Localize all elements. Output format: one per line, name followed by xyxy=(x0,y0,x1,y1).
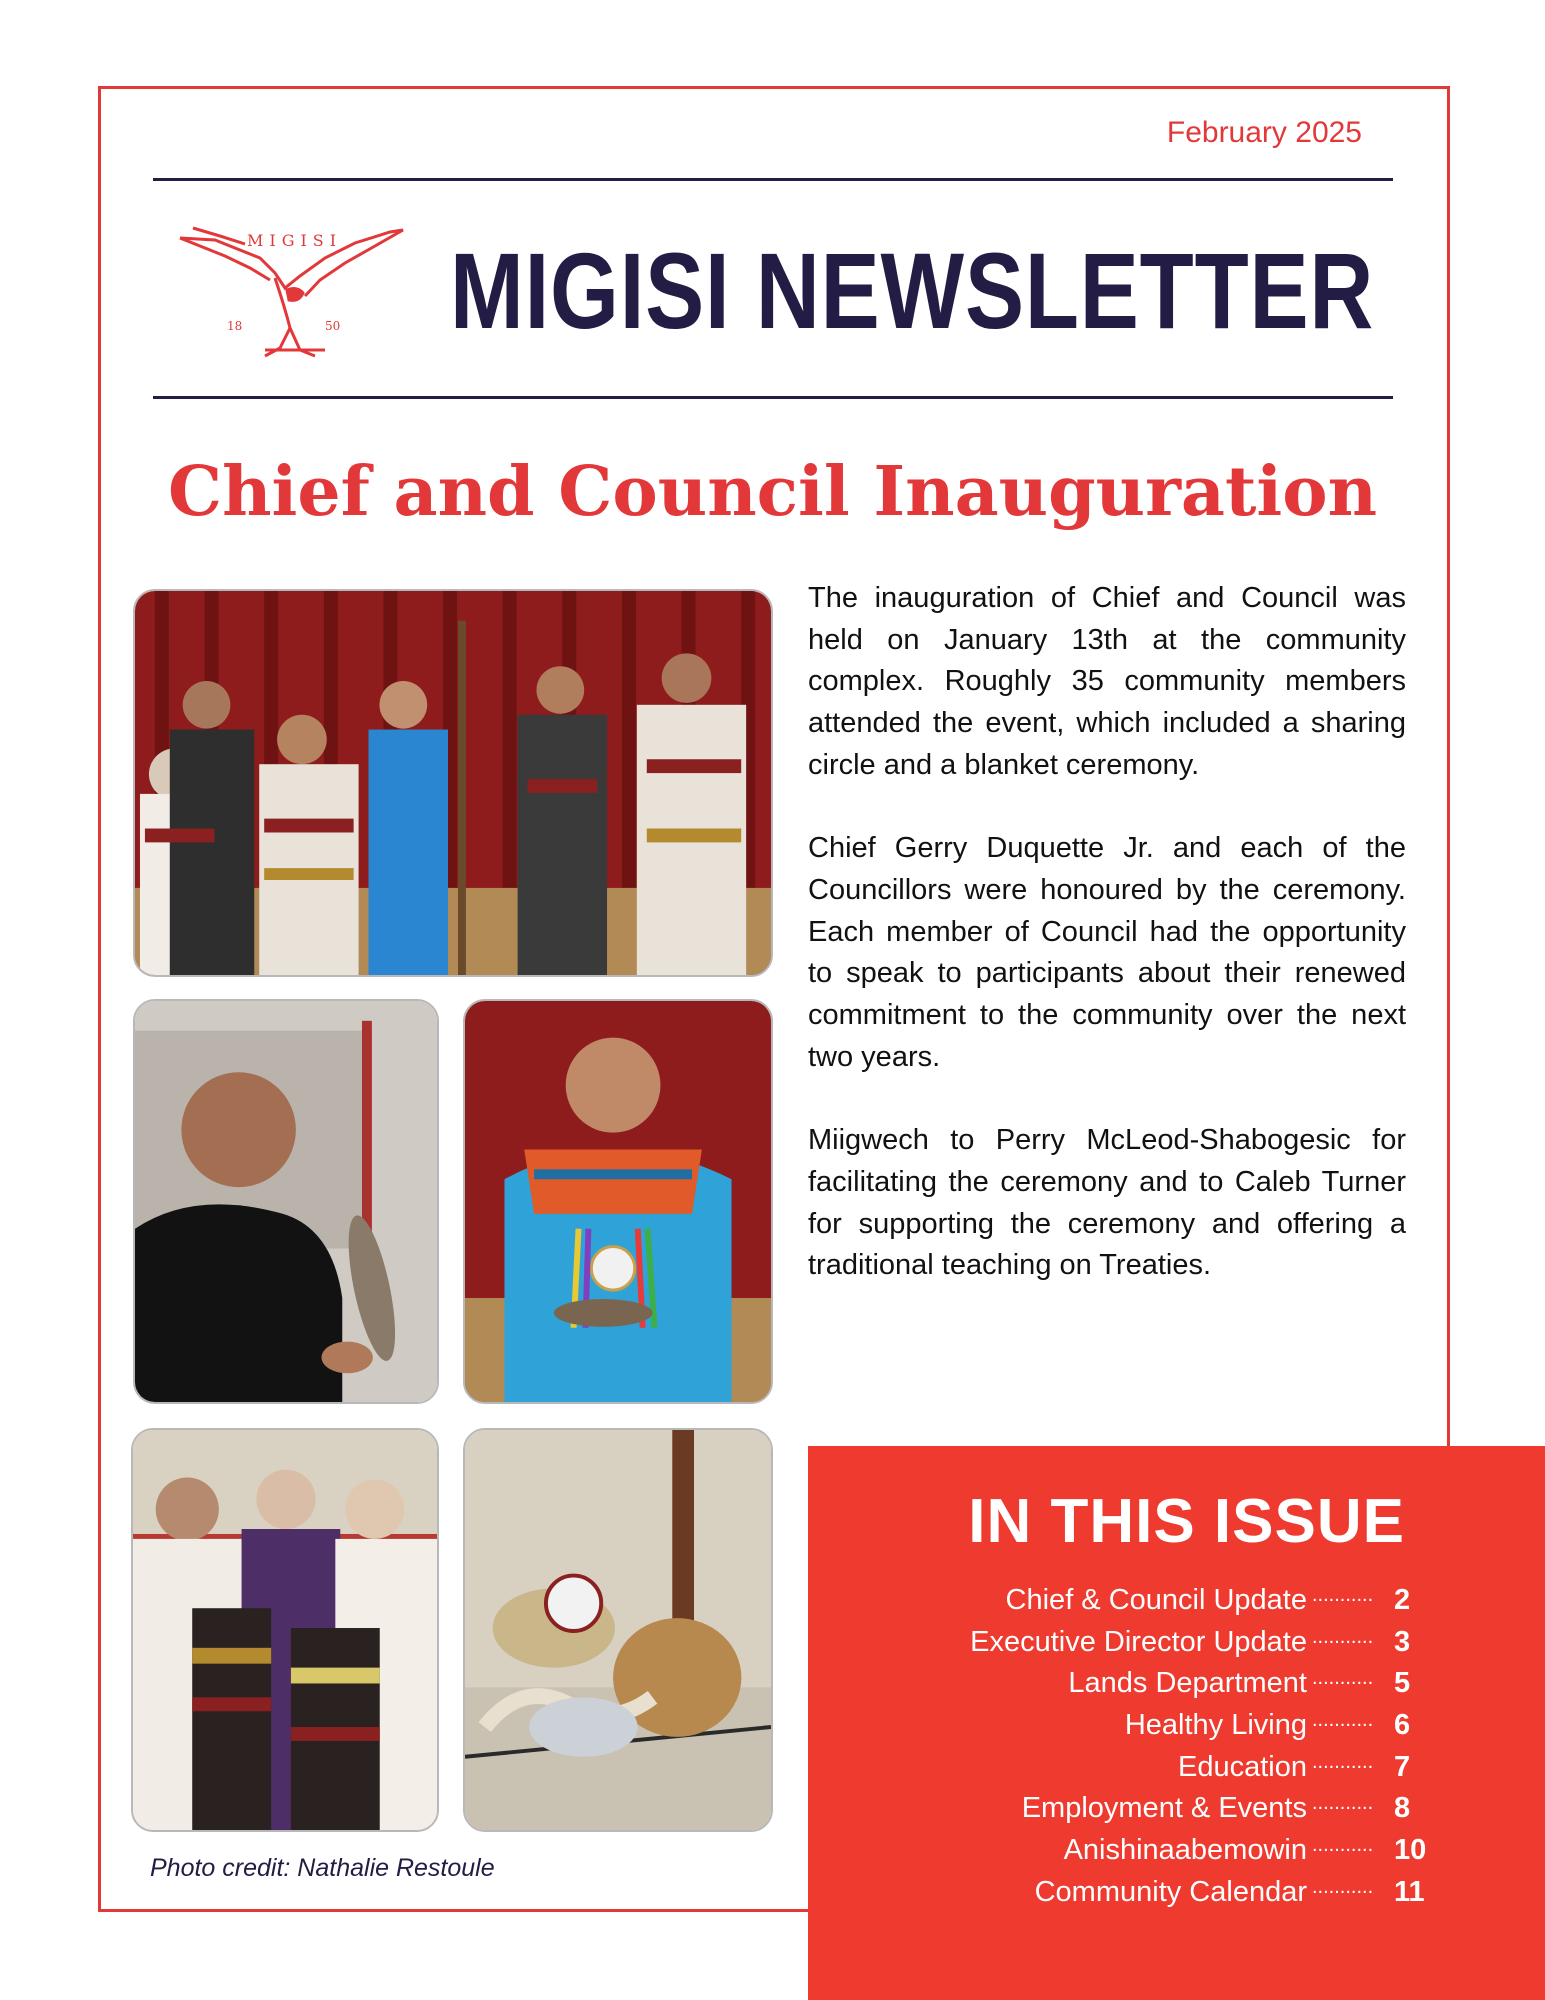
ceremonial-items-photo xyxy=(463,1428,773,1832)
toc-item[interactable] xyxy=(808,1834,1545,1876)
toc-item[interactable] xyxy=(808,1667,1545,1709)
in-this-issue-box xyxy=(808,1446,1545,2000)
logo-text: MIGISI xyxy=(247,231,343,250)
article-headline: Chief and Council Inauguration xyxy=(167,452,1378,532)
toc-dots: ........... xyxy=(1312,1792,1374,1815)
article-paragraph: The inauguration of Chief and Council was held on January 13th at the community complex. Roughly 35 community members attended the event, which included a sharing circle and a blanket ceremony. xyxy=(808,582,1406,781)
photo-credit: Photo credit: Nathalie Restoule xyxy=(150,1854,495,1882)
speaker-with-feather-photo xyxy=(133,999,439,1404)
newsletter-title: MIGISI NEWSLETTER xyxy=(450,230,1375,351)
toc-item[interactable] xyxy=(808,1751,1545,1793)
article-body xyxy=(808,578,1406,1329)
toc-label: Chief & Council Update xyxy=(1005,1584,1307,1616)
toc-item[interactable] xyxy=(808,1709,1545,1751)
toc-page: 6 xyxy=(1394,1709,1411,1742)
toc-page: 7 xyxy=(1394,1750,1411,1783)
toc-dots: ........... xyxy=(1312,1750,1374,1773)
toc-item[interactable] xyxy=(808,1792,1545,1834)
council-group-photo xyxy=(133,589,773,977)
toc-page: 8 xyxy=(1394,1792,1411,1825)
toc-item[interactable] xyxy=(808,1584,1545,1626)
blanket-ceremony-photo xyxy=(131,1428,439,1832)
toc-page: 5 xyxy=(1394,1667,1411,1700)
toc-label: Lands Department xyxy=(1068,1667,1307,1700)
article-paragraph: Miigwech to Perry McLeod-Shabogesic for facilitating the ceremony and to Caleb Turner for supporting the ceremony and offering a traditional teaching on Treaties. xyxy=(808,1124,1406,1282)
chief-in-regalia-photo xyxy=(463,999,773,1404)
toc-page: 10 xyxy=(1394,1834,1427,1867)
toc-dots: ........... xyxy=(1312,1709,1374,1732)
logo-year-left: 18 xyxy=(227,319,243,333)
toc-item[interactable] xyxy=(808,1876,1545,1918)
toc-label: Healthy Living xyxy=(1124,1709,1307,1742)
toc-dots: ........... xyxy=(1312,1834,1374,1857)
toc-label: Employment & Events xyxy=(1021,1792,1307,1825)
toc-dots: ........... xyxy=(1312,1875,1374,1898)
toc-label: Anishinaabemowin xyxy=(1063,1834,1307,1867)
eagle-logo-icon xyxy=(175,218,407,360)
toc-page: 3 xyxy=(1394,1625,1411,1658)
toc-item[interactable] xyxy=(808,1626,1545,1668)
issue-date: February 2025 xyxy=(1166,116,1362,149)
toc-label: Education xyxy=(1178,1750,1307,1783)
header-rule-top xyxy=(153,178,1393,181)
toc-label: Community Calendar xyxy=(1034,1875,1307,1908)
header-rule-bottom xyxy=(153,396,1393,399)
toc-label: Executive Director Update xyxy=(970,1625,1307,1658)
toc-page: 2 xyxy=(1394,1584,1411,1616)
logo-year-right: 50 xyxy=(325,319,341,333)
article-paragraph: Chief Gerry Duquette Jr. and each of the Councillors were honoured by the ceremony. Each member of Council had the opportunity to speak to participants about their renewed commitment to the community over the next two years. xyxy=(808,832,1406,1073)
toc-page: 11 xyxy=(1394,1875,1425,1908)
toc-dots: ........... xyxy=(1312,1584,1374,1606)
table-of-contents xyxy=(808,1584,1545,1918)
in-this-issue-title: IN THIS ISSUE xyxy=(968,1487,1405,1556)
toc-dots: ........... xyxy=(1312,1625,1374,1648)
toc-dots: ........... xyxy=(1312,1667,1374,1690)
